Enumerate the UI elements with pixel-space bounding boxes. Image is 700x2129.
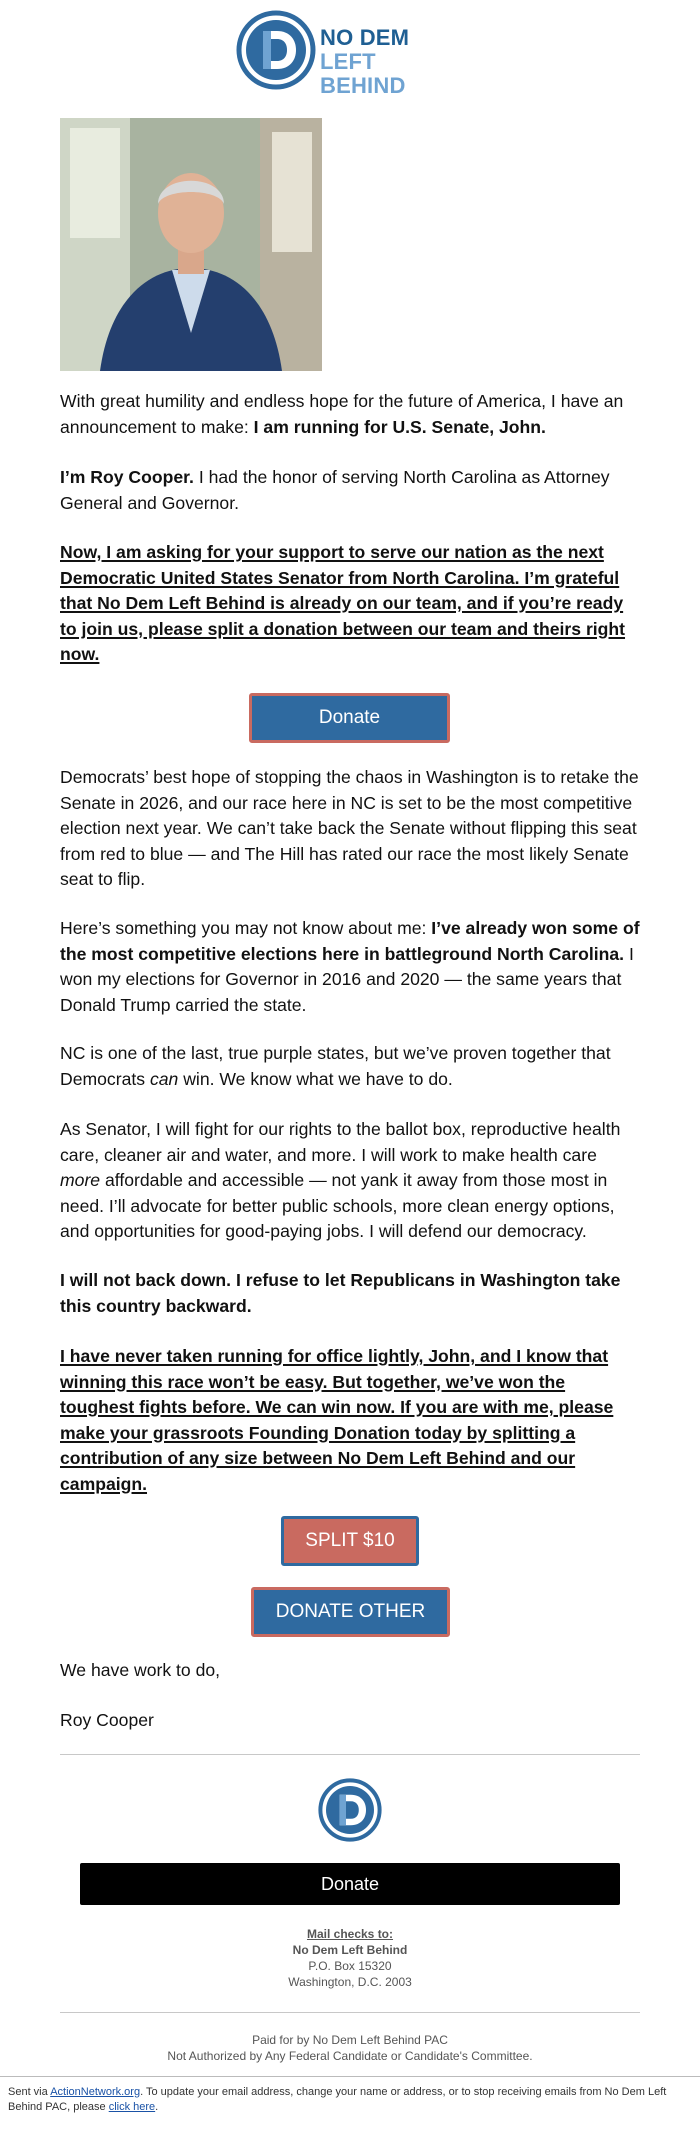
- disclaimer-auth: Not Authorized by Any Federal Candidate or Candidate's Committee.: [167, 2049, 533, 2063]
- mail-box: P.O. Box 15320: [308, 1959, 392, 1973]
- divider-top: [60, 1754, 640, 1755]
- p2-text: I had the honor of serving North Carolina as Attorney General and Governor.: [60, 467, 610, 513]
- footer-mid: . To update your email address, change your name or address, or to stop receiving emails from No Dem Left Behind PAC, please: [8, 2086, 667, 2113]
- p6-text-a: NC is one of the last, true purple states, but we’ve proven together that Democrats: [60, 1043, 611, 1089]
- candidate-photo: [60, 118, 322, 371]
- p7-em: more: [60, 1170, 101, 1190]
- divider-bottom: [60, 2012, 640, 2013]
- p2-bold: I’m Roy Cooper.: [60, 467, 194, 487]
- paragraph-record: [60, 916, 640, 1018]
- footer-logo[interactable]: [318, 1778, 382, 1842]
- mail-org: No Dem Left Behind: [292, 1943, 408, 1957]
- p4-text: Democrats’ best hope of stopping the chaos in Washington is to retake the Senate in 2026, and our race here in NC is set to be the most competitive election next year. We can’t take back the Senate without flipping this seat from red to blue — and The Hill has rated our race the most likely Senate seat to flip.: [60, 767, 639, 889]
- disclaimer-paid: Paid for by No Dem Left Behind PAC: [252, 2033, 448, 2047]
- signoff-name: Roy Cooper: [60, 1710, 154, 1730]
- mail-heading: Mail checks to:: [306, 1927, 394, 1941]
- p6-text-b: win. We know what we have to do.: [178, 1068, 453, 1089]
- paragraph-resolve: [60, 1268, 640, 1319]
- footer-separator: [0, 2076, 700, 2077]
- donate-other-button[interactable]: DONATE OTHER: [251, 1587, 450, 1637]
- p1-text: With great humility and endless hope for the future of America, I have an announcement to make:: [60, 391, 624, 437]
- actionnetwork-link[interactable]: ActionNetwork.org: [50, 2086, 141, 2098]
- paragraph-purple-state: [60, 1041, 640, 1092]
- logo-d-icon: [236, 10, 316, 90]
- donate-button[interactable]: Donate: [249, 693, 450, 743]
- logo-line-1: NO DEM: [320, 25, 410, 50]
- footer-donate-button[interactable]: Donate: [80, 1863, 620, 1905]
- p5-text-b: I won my elections for Governor in 2016 and 2020 — the same years that Donald Trump carried the state.: [60, 943, 634, 1015]
- p3-text[interactable]: Now, I am asking for your support to serve our nation as the next Democratic United States Senator from North Carolina. I’m grateful that No Dem Left Behind is already on our team, and if you’re ready to join us, please split a donation between our team and theirs right now.: [60, 542, 626, 664]
- p6-em: can: [149, 1068, 179, 1089]
- paragraph-announcement: [60, 389, 640, 440]
- footer-sent-via: Sent via: [8, 2086, 51, 2098]
- p5-bold: I’ve already won some of the most competitive elections here in battleground North Carolina.: [60, 918, 640, 964]
- mail-checks-block: [0, 1926, 700, 1990]
- paragraph-founding-donation-link[interactable]: [60, 1344, 640, 1497]
- click-here-link[interactable]: click here: [108, 2101, 156, 2113]
- paragraph-priorities: [60, 1117, 640, 1245]
- p1-bold: I am running for U.S. Senate, John.: [253, 416, 546, 437]
- p5-text-a: Here’s something you may not know about me:: [60, 918, 432, 938]
- paragraph-intro: [60, 465, 640, 516]
- logo-wordmark: [320, 26, 466, 98]
- paragraph-senate: [60, 765, 640, 893]
- header-logo[interactable]: [236, 10, 466, 96]
- p7-text-b: affordable and accessible — not yank it away from those most in need. I’ll advocate for better public schools, more clean energy options, and opportunities for good-paying jobs. I will defend our democracy.: [60, 1170, 615, 1241]
- p7-text-a: As Senator, I will fight for our rights to the ballot box, reproductive health care, cleaner air and water, and more. I will work to make health care: [60, 1119, 621, 1165]
- footer-unsubscribe-text: [8, 2085, 688, 2115]
- disclaimer-block: [0, 2032, 700, 2064]
- logo-line-2: LEFT BEHIND: [320, 49, 406, 98]
- footer-end: .: [155, 2101, 159, 2113]
- mail-city: Washington, D.C. 2003: [288, 1975, 412, 1989]
- footer-logo-d-icon: [318, 1778, 382, 1842]
- paragraph-ask-link[interactable]: [60, 540, 640, 668]
- p8-text: I will not back down. I refuse to let Republicans in Washington take this country backward.: [60, 1270, 621, 1316]
- split-10-button[interactable]: SPLIT $10: [281, 1516, 419, 1566]
- signoff-line: We have work to do,: [60, 1660, 221, 1680]
- p9-text[interactable]: I have never taken running for office lightly, John, and I know that winning this race won’t be easy. But together, we’ve won the toughest fights before. We can win now. If you are with me, please make your grassroots Founding Donation today by splitting a contribution of any size between No Dem Left Behind and our campaign.: [60, 1346, 614, 1494]
